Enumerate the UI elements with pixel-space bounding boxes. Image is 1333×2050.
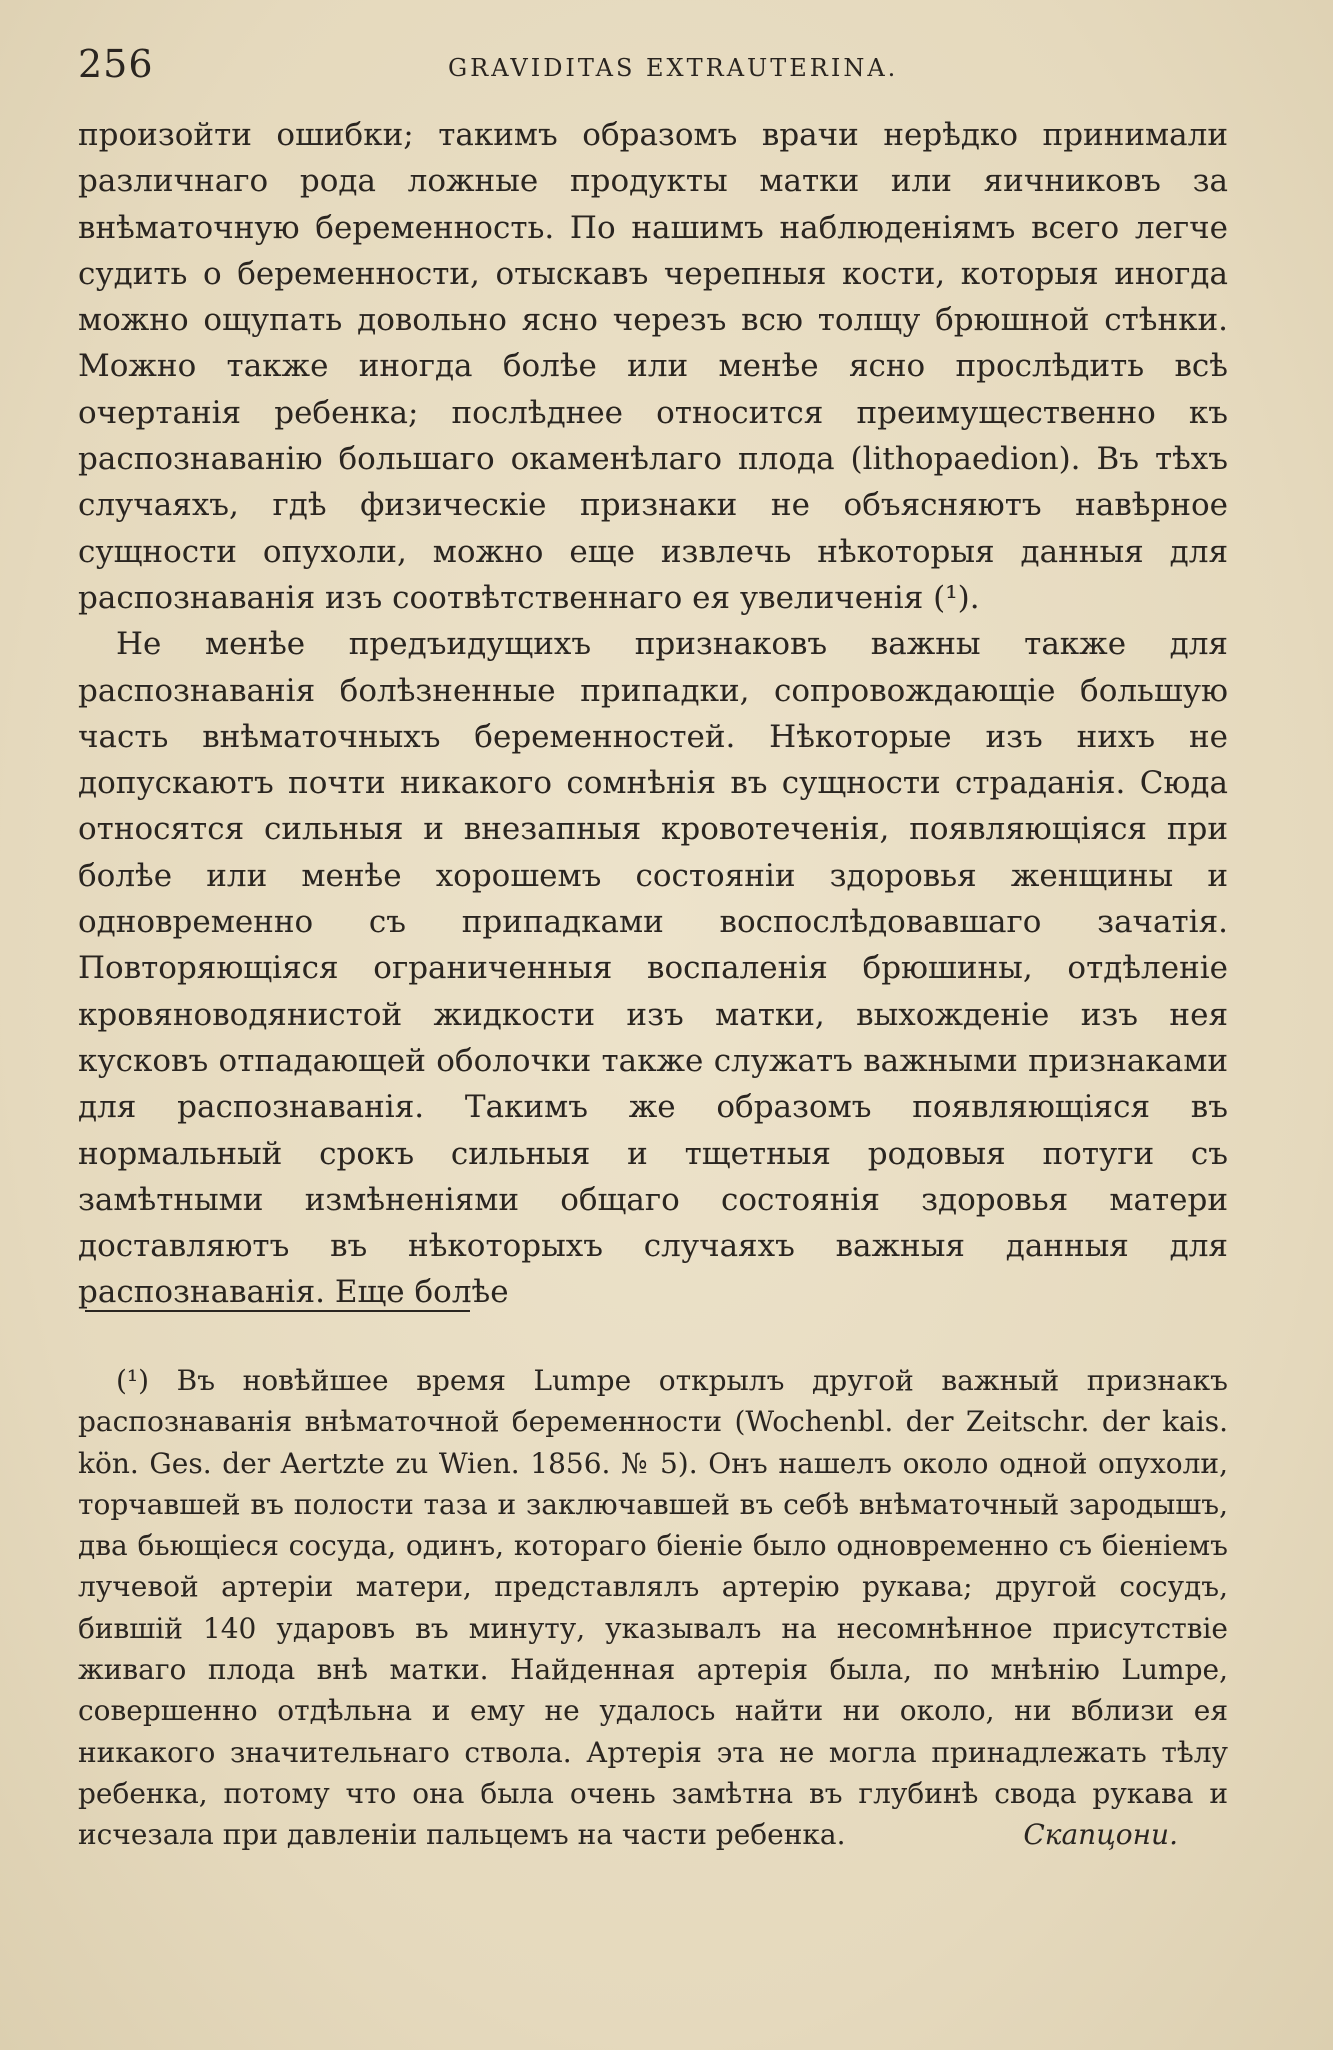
footnote [78, 1360, 1228, 1856]
page-number: 256 [78, 42, 154, 86]
paragraph: Не менѣе предъидущихъ признаковъ важны также для распознаванія болѣзненные припадки, сопровождающіе большую часть внѣматочныхъ беременностей. Нѣкоторые изъ нихъ не допускаютъ почти никакого сомнѣнія въ сущности страданія. Сюда относятся сильныя и внезапныя кровотеченія, появляющіяся при болѣе или менѣе хорошемъ состояніи здоровья женщины и одновременно съ припадками воспослѣдовавшаго зачатія. Повторяющіяся ограниченныя воспаленія брюшины, отдѣленіе кровяноводянистой жидкости изъ матки, выхожденіе изъ нея кусковъ отпадающей оболочки также служатъ важными признаками для распознаванія. Такимъ же образомъ появляющіяся въ нормальный срокъ сильныя и тщетныя родовыя потуги съ замѣтными измѣненіями общаго состоянія здоровья матери доставляютъ въ нѣкоторыхъ случаяхъ важныя данныя для распознаванія. Еще болѣе [78, 626, 1228, 1311]
paragraph: произойти ошибки; такимъ образомъ врачи нерѣдко принимали различнаго рода ложные продукты матки или яичниковъ за внѣматочную беременность. По нашимъ наблюденіямъ всего легче судить о беременности, отыскавъ черепныя кости, которыя иногда можно ощупать довольно ясно черезъ всю толщу брюшной стѣнки. Можно также иногда болѣе или менѣе ясно прослѣдить всѣ очертанія ребенка; послѣднее относится преимущественно къ распознаванію большаго окаменѣлаго плода (lithopaedion). Въ тѣхъ случаяхъ, гдѣ физическіе признаки не объясняютъ навѣрное сущности опухоли, можно еще извлечь нѣкоторыя данныя для распознаванія изъ соотвѣтственнаго ея увеличенія (¹). [78, 117, 1228, 616]
running-title: GRAVIDITAS EXTRAUTERINA. [448, 54, 899, 82]
footnote-divider [85, 1310, 470, 1312]
page-header [78, 42, 1228, 92]
footnote-text: (¹) Въ новѣйшее время Lumpe открылъ другой важный признакъ распознаванія внѣматочной беременности (Wochenbl. der Zeitschr. der kais. kön. Ges. der Aertzte zu Wien. 1856. № 5). Онъ нашелъ около одной опухоли, торчавшей въ полости таза и заключавшей въ себѣ внѣматочный зародышъ, два бьющіеся сосуда, одинъ, котораго біеніе было одновременно съ біеніемъ лучевой артеріи матери, представлялъ артерію рукава; другой сосудъ, бившій 140 ударовъ въ минуту, указывалъ на несомнѣнное присутствіе живаго плода внѣ матки. Найденная артерія была, по мнѣнію Lumpe, совершенно отдѣльна и ему не удалось найти ни около, ни вблизи ея никакого значительнаго ствола. Артерія эта не могла принадлежать тѣлу ребенка, потому что она была очень замѣтна въ глубинѣ свода рукава и исчезала при давленіи пальцемъ на части ребенка. [78, 1364, 1228, 1852]
main-text [78, 112, 1228, 1316]
footnote-signature: Скапцони. [1023, 1818, 1178, 1852]
